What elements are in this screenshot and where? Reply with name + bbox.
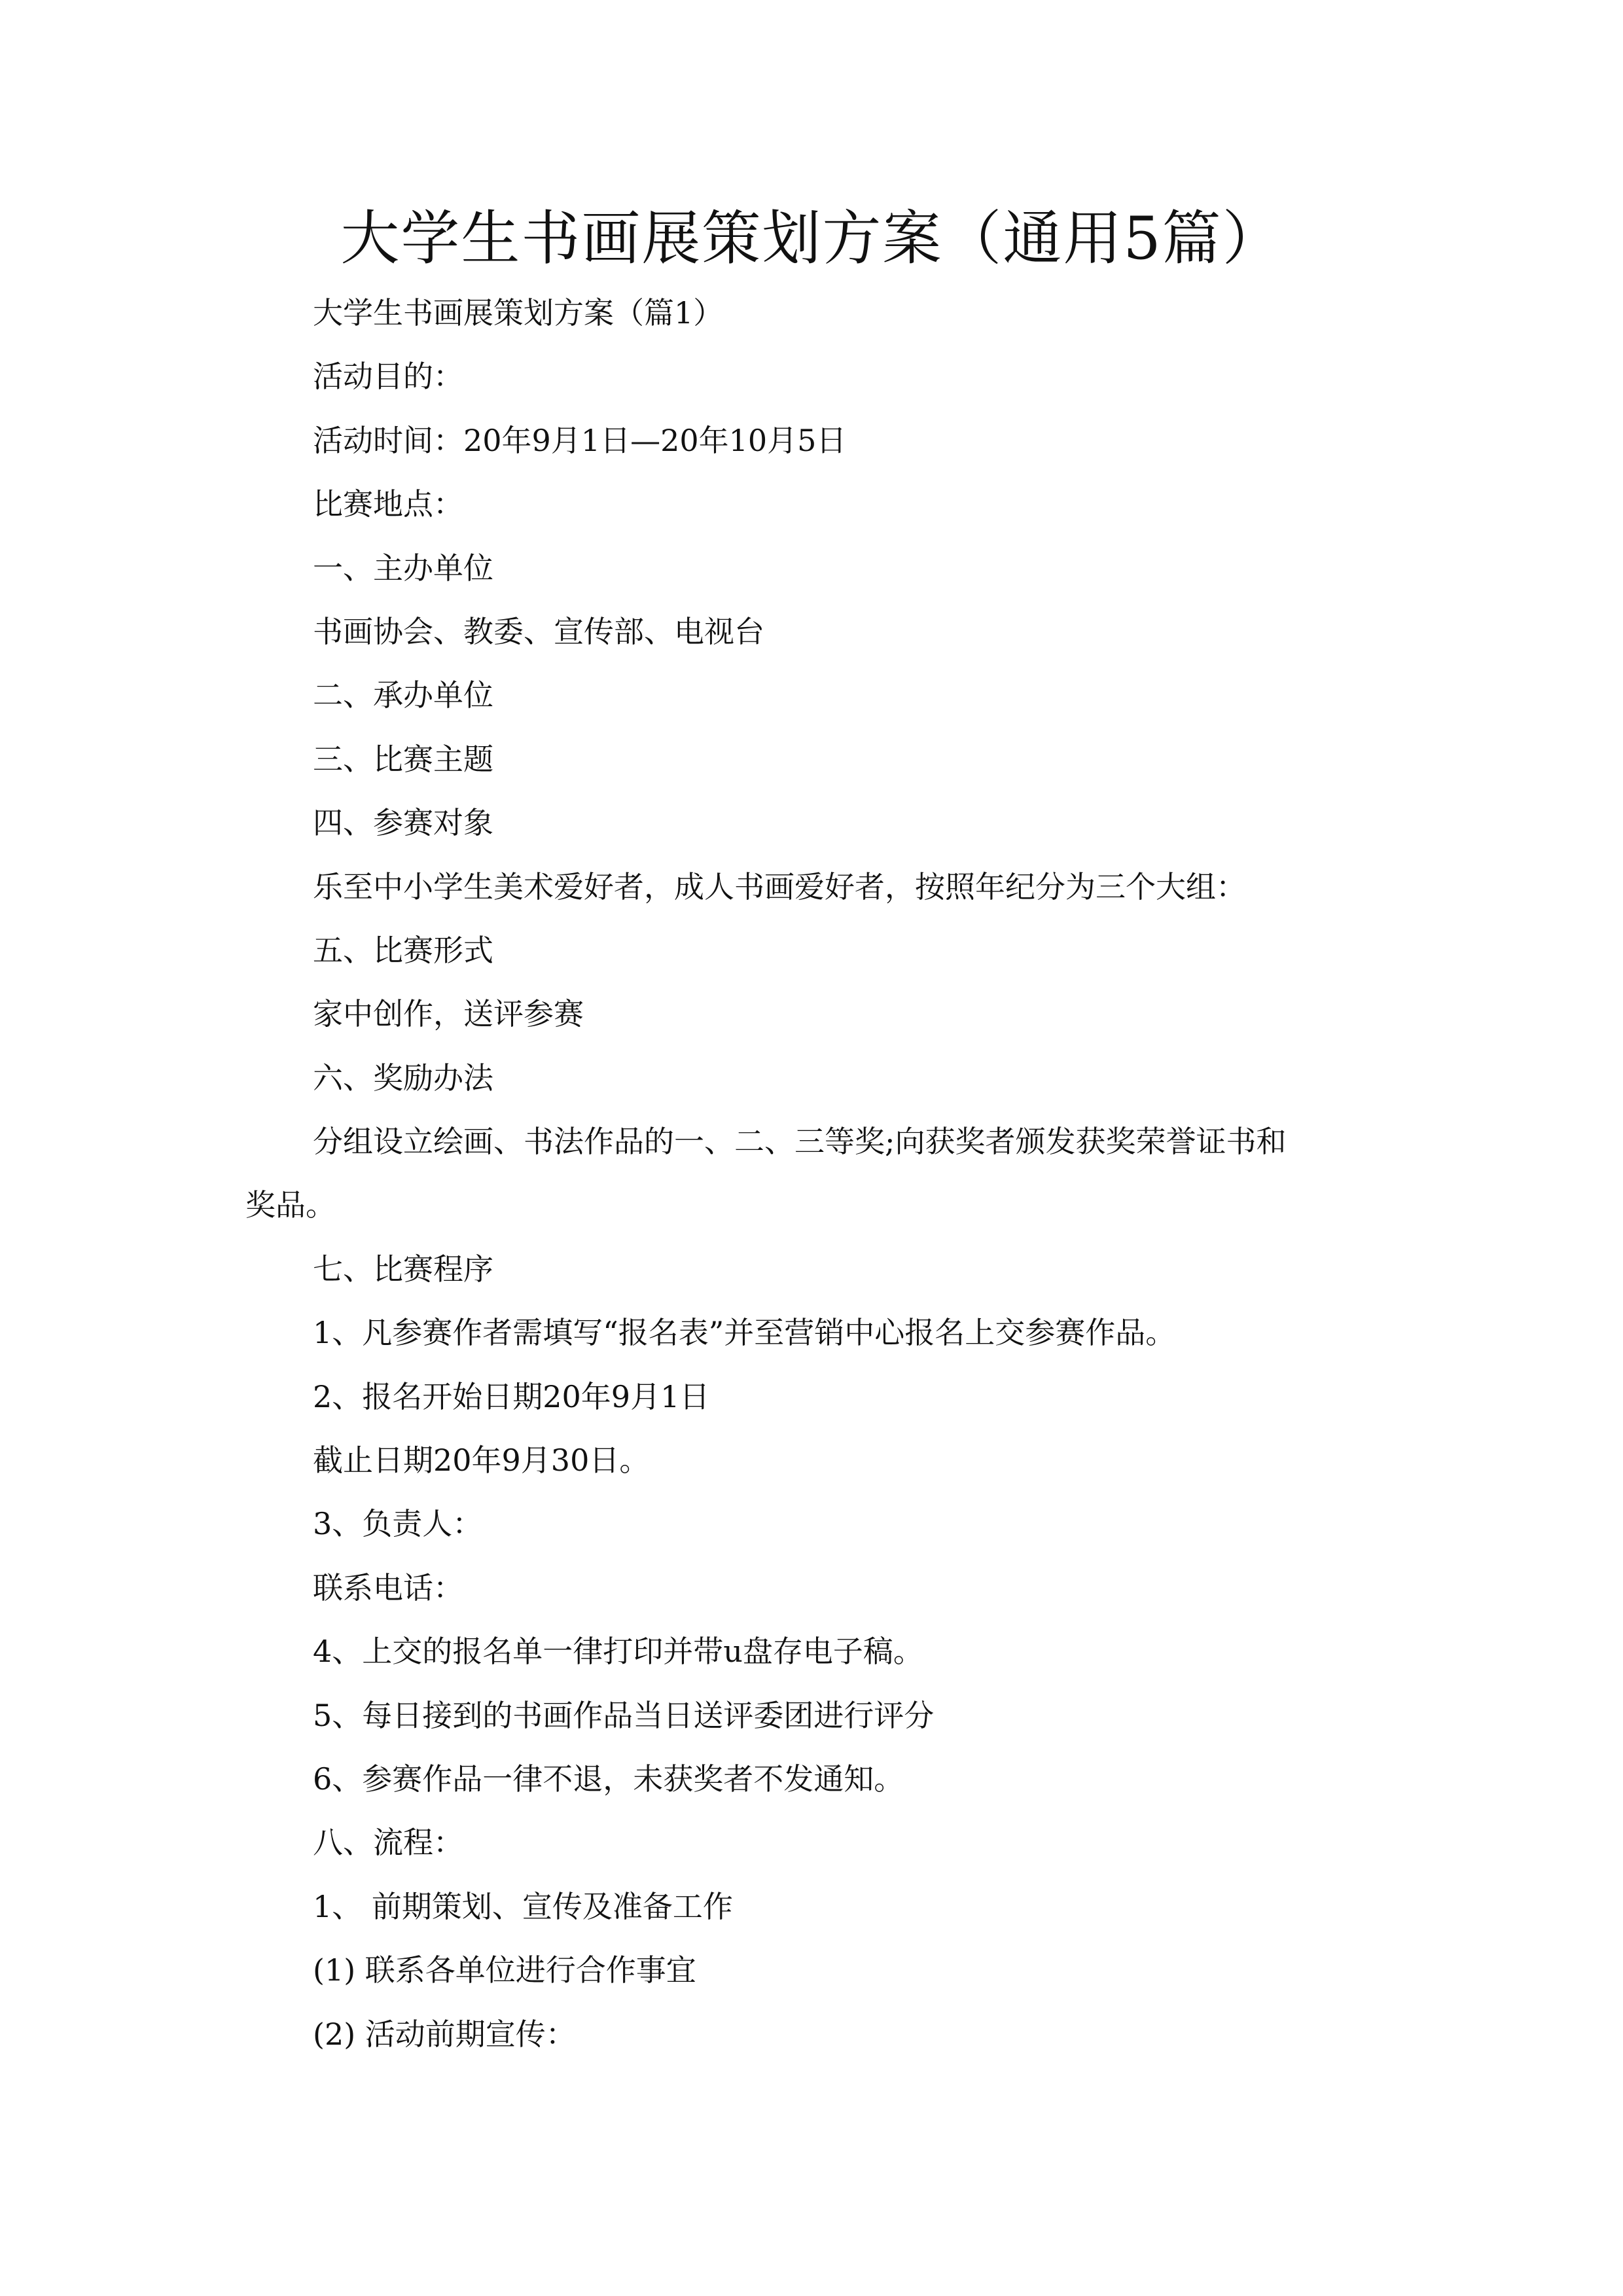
paragraph-line: 分组设立绘画、书法作品的一、二、三等奖;向获奖者颁发获奖荣誉证书和 <box>313 1124 1287 1160</box>
paragraph-continuation: 奖品。 <box>245 1187 336 1223</box>
section-heading: 三、比赛主题 <box>313 741 493 777</box>
section-heading: 七、比赛程序 <box>313 1251 493 1287</box>
paragraph-line: 比赛地点： <box>313 486 463 522</box>
paragraph-line: 6、参赛作品一律不退，未获奖者不发通知。 <box>313 1761 904 1797</box>
section-heading: 八、流程： <box>313 1825 463 1861</box>
document-title: 大学生书画展策划方案（通用5篇） <box>340 204 1283 273</box>
paragraph-line: 截止日期20年9月30日。 <box>313 1443 650 1479</box>
section-heading: 二、承办单位 <box>313 677 493 713</box>
paragraph-line: 书画协会、教委、宣传部、电视台 <box>313 613 764 649</box>
paragraph-line: 活动时间：20年9月1日—20年10月5日 <box>313 422 847 458</box>
section-heading: 六、奖励办法 <box>313 1060 493 1096</box>
paragraph-line: 1、 前期策划、宣传及准备工作 <box>313 1888 733 1924</box>
paragraph-line: 家中创作，送评参赛 <box>313 996 584 1032</box>
document-body <box>245 281 1384 2066</box>
section-heading: 五、比赛形式 <box>313 932 493 968</box>
paragraph-line: (1) 联系各单位进行合作事宜 <box>313 1952 696 1988</box>
paragraph-line: 活动目的： <box>313 359 463 395</box>
section-heading: 四、参赛对象 <box>313 805 493 841</box>
paragraph-line: 2、报名开始日期20年9月1日 <box>313 1378 710 1414</box>
subtitle-line: 大学生书画展策划方案（篇1） <box>313 295 724 331</box>
paragraph-line: 乐至中小学生美术爱好者，成人书画爱好者，按照年纪分为三个大组： <box>313 869 1246 905</box>
paragraph-line: 5、每日接到的书画作品当日送评委团进行评分 <box>313 1697 935 1733</box>
paragraph-line: 联系电话： <box>313 1570 463 1605</box>
paragraph-line: (2) 活动前期宣传： <box>313 2016 576 2052</box>
paragraph-line: 1、凡参赛作者需填写“报名表”并至营销中心报名上交参赛作品。 <box>313 1315 1176 1351</box>
section-heading: 一、主办单位 <box>313 550 493 586</box>
paragraph-line: 3、负责人： <box>313 1506 483 1542</box>
paragraph-line: 4、上交的报名单一律打印并带u盘存电子稿。 <box>313 1634 923 1670</box>
